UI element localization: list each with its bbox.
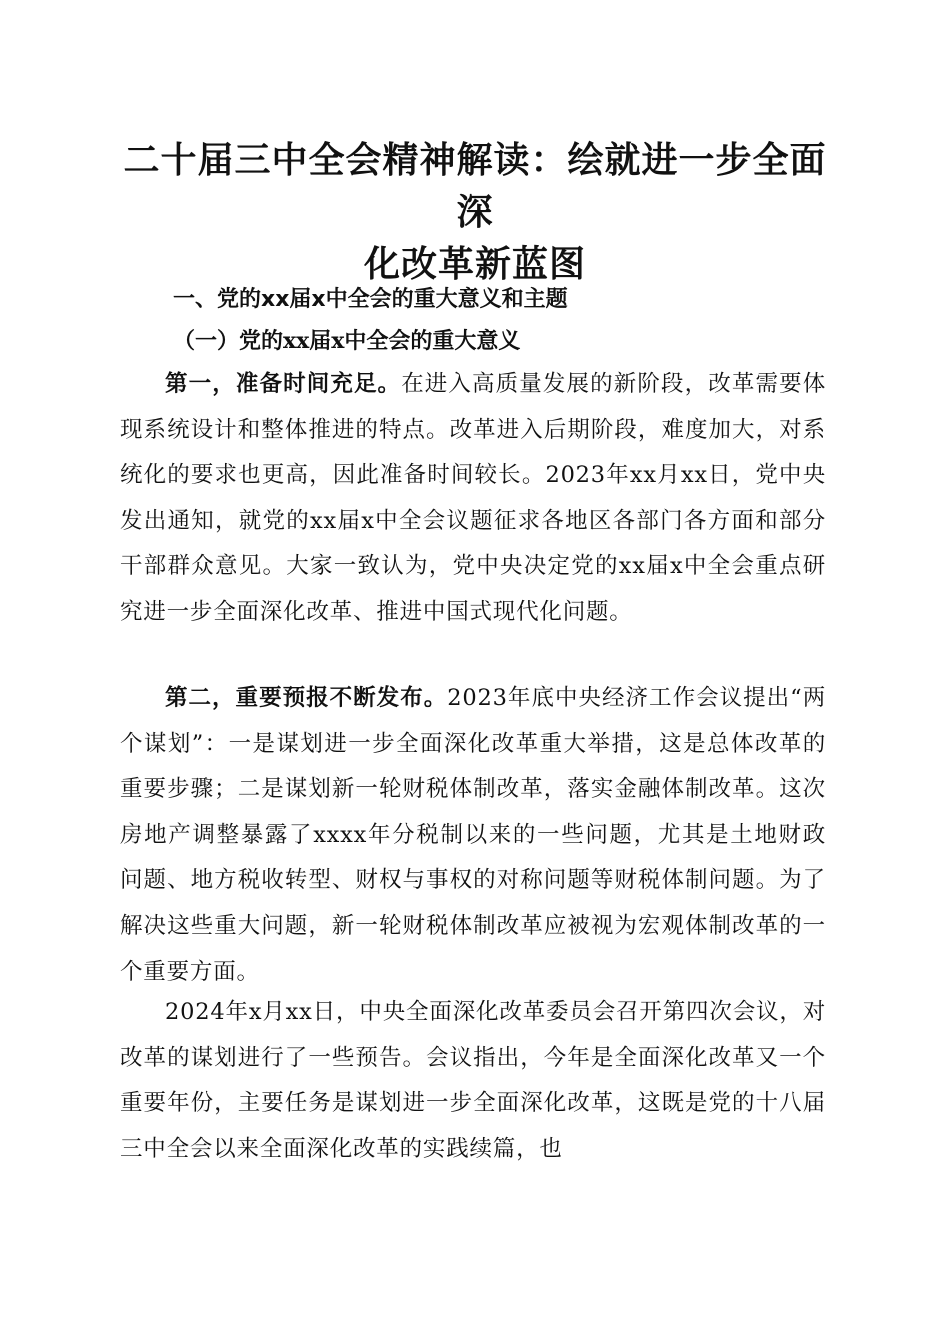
subsection-heading: （一）党的xx届x中全会的重大意义 [173, 328, 521, 354]
paragraph-1 [120, 362, 826, 636]
paragraph-2-text: 2023年底中央经济工作会议提出“两个谋划”：一是谋划进一步全面深化改革重大举措，这是总体改革的重要步骤；二是谋划新一轮财税体制改革，落实金融体制改革。这次房地产调整暴露了xxxx年分税制以来的一些问题，尤其是土地财政问题、地方税收转型、财权与事权的对称问题等财税体制问题。为了解决这些重大问题，新一轮财税体制改革应被视为宏观体制改革的一个重要方面。 [120, 685, 826, 985]
paragraph-2 [120, 676, 826, 995]
section-heading: 一、党的xx届x中全会的重大意义和主题 [173, 287, 568, 312]
title-line-2: 化改革新蓝图 [363, 243, 586, 285]
title-line-1: 二十届三中全会精神解读：绘就进一步全面深 [123, 139, 827, 233]
paragraph-2-lead: 第二，重要预报不断发布。 [165, 685, 448, 711]
document-title [110, 134, 840, 290]
paragraph-3-text: 2024年x月xx日，中央全面深化改革委员会召开第四次会议，对改革的谋划进行了一些预告。会议指出，今年是全面深化改革又一个重要年份，主要任务是谋划进一步全面深化改革，这既是党的十八届三中全会以来全面深化改革的实践续篇，也 [120, 999, 826, 1162]
paragraph-3 [120, 990, 826, 1172]
paragraph-1-lead: 第一，准备时间充足。 [165, 371, 402, 397]
paragraph-1-text: 在进入高质量发展的新阶段，改革需要体现系统设计和整体推进的特点。改革进入后期阶段，难度加大，对系统化的要求也更高，因此准备时间较长。2023年xx月xx日，党中央发出通知，就党的xx届x中全会议题征求各地区各部门各方面和部分干部群众意见。大家一致认为，党中央决定党的xx届x中全会重点研究进一步全面深化改革、推进中国式现代化问题。 [120, 371, 826, 625]
